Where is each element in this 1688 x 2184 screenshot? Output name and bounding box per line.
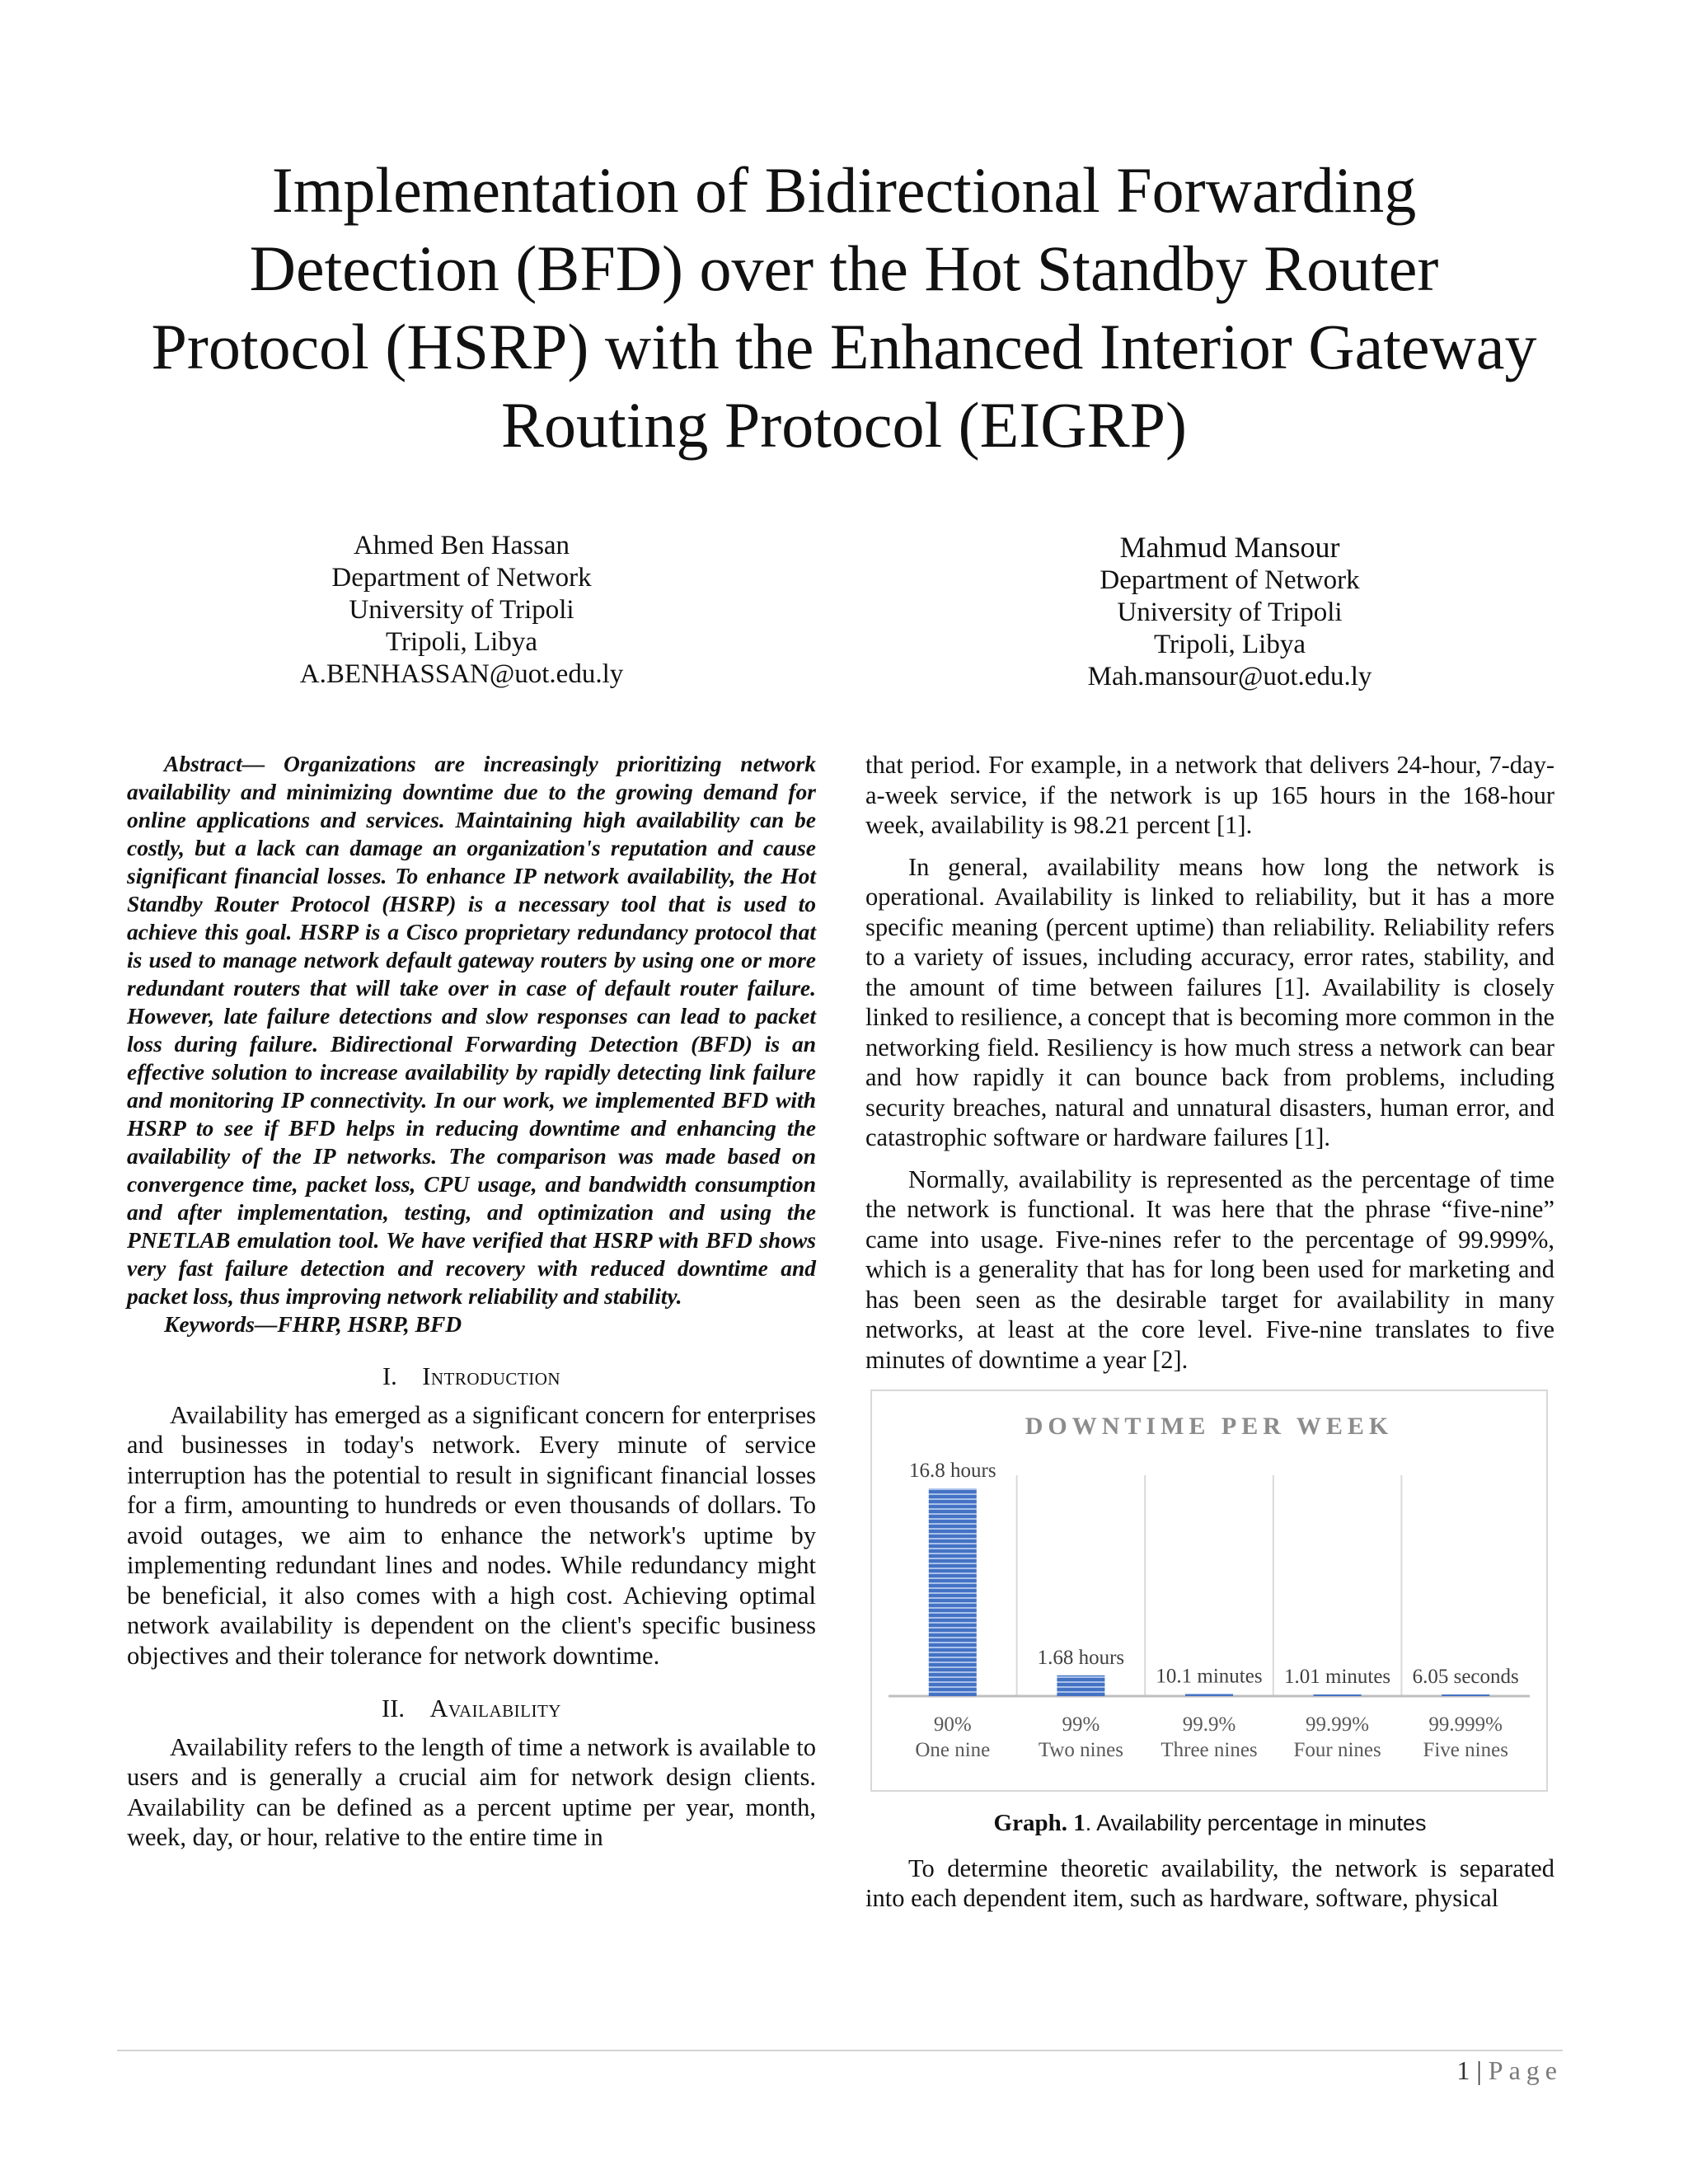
- author-block-1: [239, 530, 684, 691]
- data-label: 1.01 minutes: [1284, 1666, 1391, 1688]
- keywords: Keywords—FHRP, HSRP, BFD: [164, 1311, 462, 1337]
- downtime-chart: [870, 1390, 1548, 1792]
- paragraph: In general, availability means how long the network is operational. Availability is linked to reliability, but it has a more specific meaning (percent uptime) than reliability. Reliability refers to a variety of issues, including accuracy, error rates, stability, and the amount of time between failures [1]. Availability is closely linked to resilience, a concept that is becoming more common in the networking field. Resiliency is how much stress a network can bear and how rapidly it can bounce back from problems, including security breaches, natural and unnatural disasters, human error, and catastrophic software or hardware failures [1].: [865, 852, 1554, 1151]
- category-label: 99%: [1062, 1713, 1100, 1736]
- bar: [1314, 1694, 1362, 1696]
- author-location: Tripoli, Libya: [386, 627, 537, 657]
- category-sublabel: Five nines: [1423, 1739, 1508, 1761]
- title-line: Protocol (HSRP) with the Enhanced Interior Gateway: [151, 311, 1537, 382]
- data-label: 16.8 hours: [909, 1460, 996, 1482]
- author-university: University of Tripoli: [349, 595, 574, 625]
- author-email: Mah.mansour@uot.edu.ly: [1087, 662, 1372, 691]
- author-location: Tripoli, Libya: [1154, 630, 1306, 659]
- title-line: Routing Protocol (EIGRP): [501, 389, 1187, 461]
- footer-separator: |: [1470, 2055, 1489, 2085]
- category-label: 99.9%: [1182, 1713, 1236, 1736]
- title-line: Implementation of Bidirectional Forwarding: [271, 154, 1417, 226]
- author-name: Mahmud Mansour: [1119, 531, 1340, 564]
- introduction-paragraph: Availability has emerged as a significant concern for enterprises and businesses in today's network. Every minute of service interruption has the potential to result in significant financial losses for a firm, amounting to hundreds or even thousands of dollars. To avoid outages, we aim to enhance the network's uptime by implementing redundant lines and nodes. While redundancy might be beneficial, it also comes with a high cost. Achieving optimal network availability is dependent on the client's specific business objectives and their tolerance for network downtime.: [127, 1400, 816, 1670]
- bar: [1442, 1694, 1489, 1696]
- author-block-2: [1007, 530, 1452, 693]
- title-line: Detection (BFD) over the Hot Standby Router: [249, 232, 1439, 304]
- bar: [1057, 1675, 1104, 1696]
- category-sublabel: Four nines: [1293, 1739, 1381, 1761]
- category-sublabel: One nine: [915, 1739, 991, 1761]
- category-label: 99.99%: [1306, 1713, 1370, 1736]
- data-label: 1.68 hours: [1037, 1646, 1125, 1669]
- category-sublabel: Two nines: [1038, 1739, 1123, 1761]
- chart-svg: [872, 1391, 1546, 1790]
- chart-title: DOWNTIME PER WEEK: [1025, 1413, 1394, 1440]
- category-sublabel: Three nines: [1160, 1739, 1258, 1761]
- page-number: 1: [1456, 2055, 1470, 2085]
- category-label: 90%: [933, 1713, 972, 1736]
- left-column: [127, 750, 816, 1853]
- section-heading-availability: [127, 1694, 816, 1724]
- figure-caption: [865, 1808, 1554, 1839]
- section-heading-introduction: [127, 1361, 816, 1392]
- section-title: Availability: [429, 1694, 561, 1722]
- author-department: Department of Network: [1100, 565, 1360, 595]
- caption-text: . Availability percentage in minutes: [1085, 1811, 1427, 1835]
- data-label: 6.05 seconds: [1412, 1666, 1519, 1688]
- section-number: II.: [382, 1694, 405, 1722]
- abstract: Abstract— Organizations are increasingly prioritizing network availability and minimizing downtime due to the growing demand for online applications and services. Maintaining high availability can be costly, but a lack can damage an organization's reputation and cause significant financial losses. To enhance IP network availability, the Hot Standby Router Protocol (HSRP) is a necessary tool that is used to achieve this goal. HSRP is a Cisco proprietary redundancy protocol that is used to manage network default gateway routers by using one or more redundant routers that will take over in case of default router failure. However, late failure detections and slow responses can lead to packet loss during failure. Bidirectional Forwarding Detection (BFD) is an effective solution to increase availability by rapidly detecting link failure and monitoring IP connectivity. In our work, we implemented BFD with HSRP to see if BFD helps in reducing downtime and enhancing the availability of the IP networks. The comparison was made based on convergence time, packet loss, CPU usage, and bandwidth consumption and after implementation, testing, and optimization and using the PNETLAB emulation tool. We have verified that HSRP with BFD shows very fast failure detection and recovery with reduced downtime and packet loss, thus improving network reliability and stability.: [127, 751, 816, 1309]
- author-department: Department of Network: [331, 563, 592, 593]
- page-label: Page: [1488, 2055, 1563, 2085]
- category-label: 99.999%: [1428, 1713, 1503, 1736]
- section-title: Introduction: [422, 1362, 561, 1390]
- author-name: Ahmed Ben Hassan: [353, 531, 570, 560]
- paper-title: [82, 151, 1606, 464]
- caption-label: Graph. 1: [993, 1810, 1085, 1836]
- paragraph: To determine theoretic availability, the network is separated into each dependent item, such as hardware, software, physical: [865, 1854, 1554, 1912]
- page-footer: [1456, 2055, 1563, 2086]
- footer-rule: [117, 2050, 1563, 2051]
- data-label: 10.1 minutes: [1156, 1665, 1263, 1688]
- author-email: A.BENHASSAN@uot.edu.ly: [299, 659, 624, 689]
- paragraph: Normally, availability is represented as the percentage of time the network is functional. It was here that the phrase “five-nine” came into usage. Five-nines refer to the percentage of 99.999%, which is a generality that has for long been used for marketing and has been seen as the desirable target for availability in many networks, at least at the core level. Five-nine translates to five minutes of downtime a year [2].: [865, 1165, 1554, 1374]
- bar: [1185, 1694, 1233, 1696]
- right-column: [865, 750, 1554, 1914]
- availability-paragraph: Availability refers to the length of time a network is available to users and is generally a crucial aim for network design clients. Availability can be defined as a percent uptime per year, month, week, day, or hour, relative to the entire time in: [127, 1732, 816, 1851]
- paragraph: that period. For example, in a network that delivers 24-hour, 7-day-a-week service, if the network is up 165 hours in the 168-hour week, availability is 98.21 percent [1].: [865, 751, 1554, 839]
- author-university: University of Tripoli: [1117, 598, 1343, 627]
- section-number: I.: [382, 1362, 397, 1390]
- bar: [929, 1488, 977, 1696]
